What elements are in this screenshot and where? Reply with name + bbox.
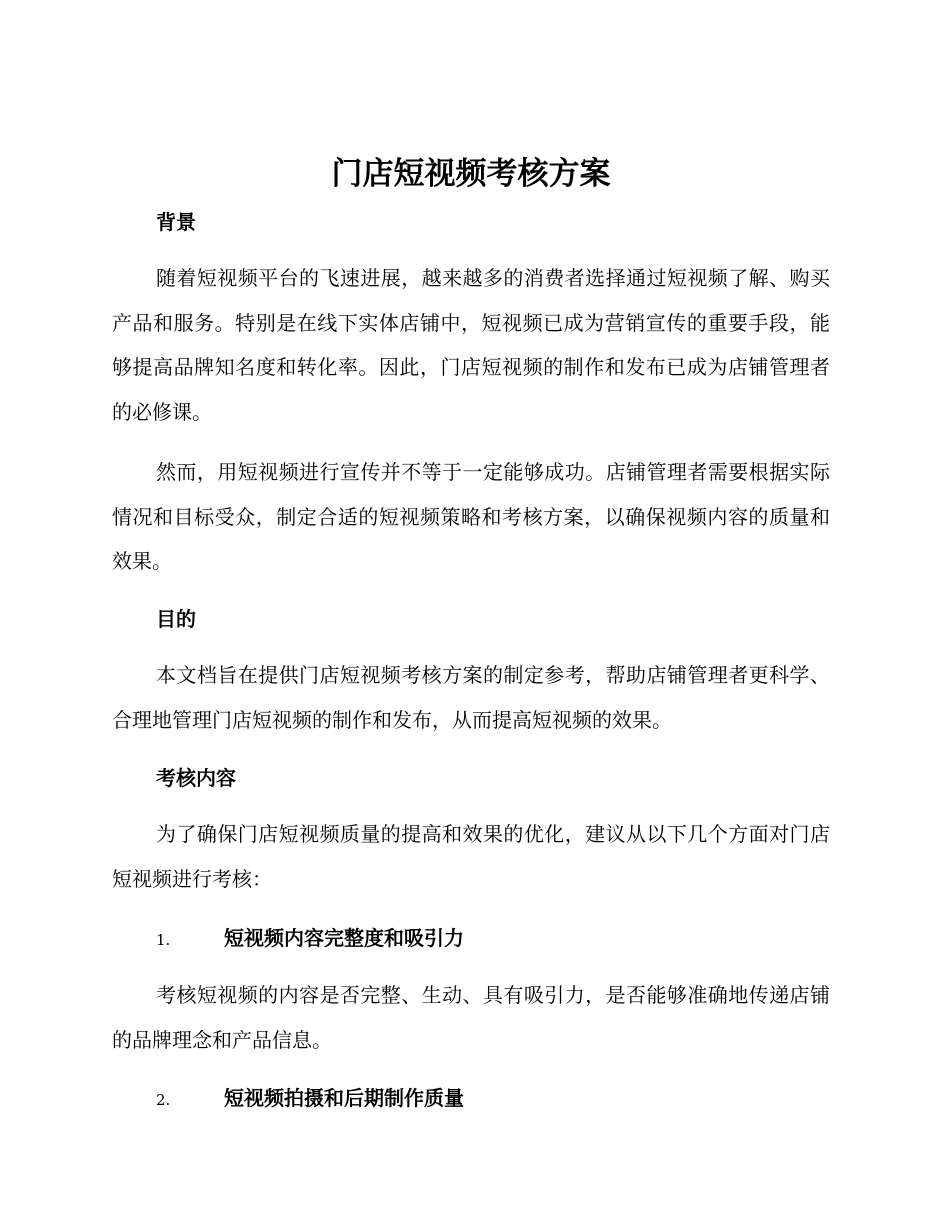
section-heading-content: 考核内容	[156, 766, 236, 790]
item-label: 短视频拍摄和后期制作质量	[224, 1086, 464, 1110]
numbered-item-1	[156, 923, 464, 955]
document-title: 门店短视频考核方案	[331, 156, 611, 192]
section-heading-background: 背景	[156, 210, 196, 234]
background-paragraph-1: 随着短视频平台的飞速进展，越来越多的消费者选择通过短视频了解、购买产品和服务。特别是在线下实体店铺中，短视频已成为营销宣传的重要手段，能够提高品牌知名度和转化率。因此，门店短视频的制作和发布已成为店铺管理者的必修课。	[112, 266, 830, 424]
item-label: 短视频内容完整度和吸引力	[224, 926, 464, 950]
item-number: 2.	[156, 1091, 171, 1109]
content-paragraph: 为了确保门店短视频质量的提高和效果的优化，建议从以下几个方面对门店短视频进行考核：	[112, 822, 830, 891]
background-paragraph-2: 然而，用短视频进行宣传并不等于一定能够成功。店铺管理者需要根据实际情况和目标受众，制定合适的短视频策略和考核方案，以确保视频内容的质量和效果。	[112, 460, 830, 573]
section-heading-purpose: 目的	[156, 607, 196, 631]
purpose-paragraph: 本文档旨在提供门店短视频考核方案的制定参考，帮助店铺管理者更科学、合理地管理门店短视频的制作和发布，从而提高短视频的效果。	[112, 663, 830, 732]
item-number: 1.	[156, 931, 171, 949]
item-1-description: 考核短视频的内容是否完整、生动、具有吸引力，是否能够准确地传递店铺的品牌理念和产品信息。	[112, 983, 830, 1052]
numbered-item-2	[156, 1083, 464, 1115]
